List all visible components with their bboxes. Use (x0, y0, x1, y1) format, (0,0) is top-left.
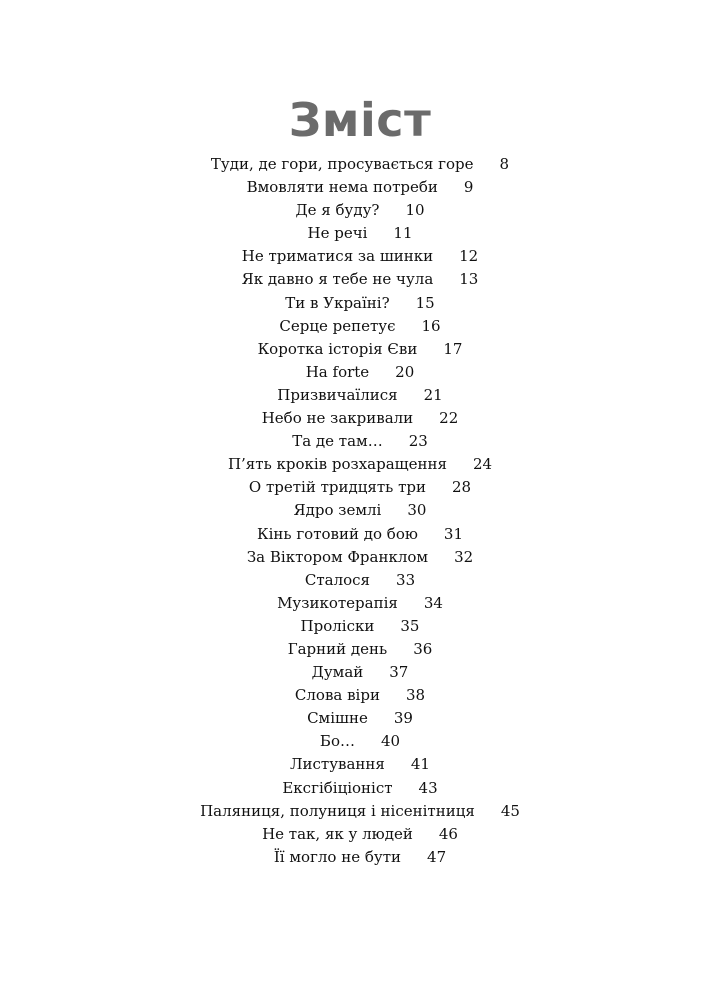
toc-entry-title: Серце репетує (279, 316, 396, 335)
toc-entry (0, 199, 720, 222)
toc-entry-page-number: 22 (439, 409, 459, 428)
toc-entry-page-number: 24 (472, 455, 493, 474)
toc-entry-title: Листування (290, 755, 385, 774)
toc-entry-page-number: 17 (443, 339, 463, 358)
toc-entry-page-number: 45 (500, 801, 520, 820)
toc-entry-page-number: 33 (396, 570, 416, 589)
toc-entry (0, 823, 720, 846)
toc-entry (0, 730, 720, 753)
toc-entry-title: Бо… (319, 732, 355, 751)
toc-entry-title: Думай (311, 663, 364, 682)
toc-entry (0, 153, 720, 176)
toc-entry (0, 777, 720, 800)
toc-entry (0, 361, 720, 384)
toc-entry-page-number: 30 (407, 501, 427, 520)
toc-entry-page-number: 28 (451, 478, 472, 497)
toc-entry-page-number: 36 (413, 639, 433, 658)
table-of-contents (0, 153, 720, 869)
toc-entry-title: Музикотерапія (277, 593, 398, 612)
toc-entry-title: Туди, де гори, просувається горе (210, 155, 474, 173)
toc-entry (0, 476, 720, 499)
toc-entry-title: Ти в Україні? (285, 293, 390, 312)
toc-entry (0, 315, 720, 338)
toc-entry-title: Небо не закривали (261, 409, 414, 428)
toc-entry-title: Не так, як у людей (262, 824, 413, 843)
toc-entry-title: Смішне (307, 709, 368, 728)
toc-entry (0, 569, 720, 592)
toc-entry-title: О третій тридцять три (248, 478, 426, 497)
toc-entry-page-number: 20 (395, 362, 415, 381)
toc-entry-title: Її могло не бути (273, 847, 402, 866)
toc-entry-title: Гарний день (287, 639, 388, 658)
toc-entry-page-number: 13 (459, 270, 479, 289)
toc-entry-page-number: 8 (499, 155, 510, 173)
toc-entry-page-number: 40 (380, 732, 401, 751)
toc-entry (0, 523, 720, 546)
toc-entry-page-number: 10 (405, 201, 425, 220)
toc-entry (0, 176, 720, 199)
toc-entry-title: Ядро землі (293, 501, 382, 520)
toc-entry-page-number: 21 (423, 385, 443, 404)
toc-entry-page-number: 39 (393, 709, 413, 728)
toc-entry-title: На forte (305, 362, 370, 381)
toc-entry-page-number: 47 (427, 847, 447, 866)
toc-entry (0, 800, 720, 823)
toc-entry-title: Слова віри (294, 686, 380, 705)
toc-entry-title: Сталося (304, 570, 371, 589)
toc-entry-page-number: 32 (454, 547, 474, 566)
toc-entry-page-number: 38 (405, 686, 426, 705)
toc-entry-page-number: 37 (389, 663, 409, 682)
toc-entry-page-number: 43 (418, 778, 438, 797)
toc-entry-page-number: 16 (421, 316, 441, 335)
toc-entry (0, 684, 720, 707)
toc-entry-title: Не триматися за шинки (241, 247, 434, 266)
page-title: Зміст (288, 93, 432, 147)
toc-entry-title: Кінь готовий до бою (256, 524, 418, 543)
toc-entry (0, 707, 720, 730)
toc-entry (0, 430, 720, 453)
toc-entry-title: За Віктором Франклом (246, 547, 429, 566)
toc-entry (0, 753, 720, 776)
toc-entry (0, 453, 720, 476)
toc-entry (0, 222, 720, 245)
toc-entry-page-number: 31 (443, 524, 463, 543)
toc-entry-title: Паляниця, полуниця і нісенітниця (200, 801, 475, 820)
toc-entry-title: Як давно я тебе не чула (241, 270, 434, 289)
toc-entry-title: Коротка історія Єви (257, 339, 418, 358)
toc-entry-title: Та де там… (292, 432, 383, 451)
toc-entry (0, 245, 720, 268)
toc-entry-page-number: 46 (438, 824, 458, 843)
toc-entry-page-number: 23 (408, 432, 428, 451)
toc-entry-title: Де я буду? (295, 201, 380, 220)
toc-entry (0, 592, 720, 615)
toc-entry (0, 407, 720, 430)
toc-entry-page-number: 41 (410, 755, 430, 774)
toc-entry-page-number: 9 (463, 178, 474, 197)
toc-entry (0, 846, 720, 869)
toc-entry (0, 546, 720, 569)
toc-entry-title: Проліски (300, 616, 375, 635)
toc-entry-title: Не речі (307, 224, 368, 243)
toc-entry (0, 661, 720, 684)
toc-entry (0, 499, 720, 522)
toc-entry-page-number: 34 (423, 593, 443, 612)
toc-entry-page-number: 15 (415, 293, 435, 312)
toc-entry (0, 615, 720, 638)
toc-entry-title: Вмовляти нема потреби (246, 178, 438, 197)
toc-entry (0, 268, 720, 291)
toc-entry-page-number: 12 (459, 247, 479, 266)
toc-entry (0, 338, 720, 361)
toc-entry-page-number: 11 (393, 224, 413, 243)
toc-entry (0, 384, 720, 407)
toc-entry-title: П’ять кроків розхаращення (227, 455, 447, 474)
toc-entry-page-number: 35 (400, 616, 420, 635)
toc-entry (0, 292, 720, 315)
toc-entry-title: Ексгібіціоніст (282, 778, 393, 797)
toc-entry-title: Призвичаїлися (277, 385, 398, 404)
toc-entry (0, 638, 720, 661)
